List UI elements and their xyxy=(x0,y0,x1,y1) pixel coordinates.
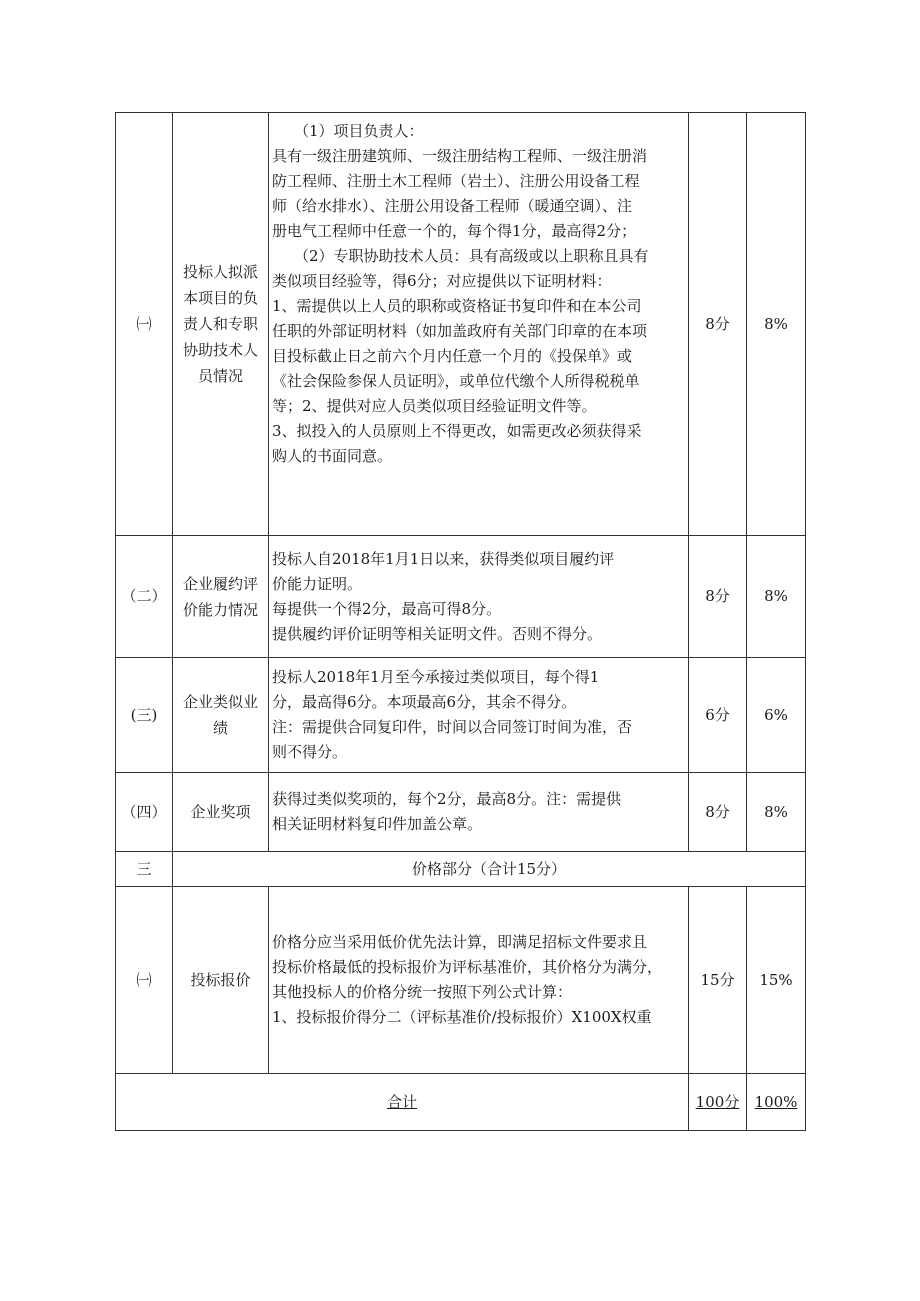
row-score: 8分 xyxy=(689,536,747,658)
row-weight: 8% xyxy=(747,773,806,852)
row-name: 企业类似业绩 xyxy=(182,693,258,737)
row-weight: 8% xyxy=(747,113,806,536)
scoring-table xyxy=(115,112,806,1131)
row-name: 投标人拟派本项目的负责人和专职协助技术人员情况 xyxy=(182,263,258,385)
row-weight: 15% xyxy=(747,887,806,1074)
table-row xyxy=(116,773,806,852)
row-description: 获得过类似奖项的，每个2分，最高8分。注：需提供 相关证明材料复印件加盖公章。 xyxy=(269,773,689,852)
row-score: 8分 xyxy=(689,113,747,536)
row-weight: 6% xyxy=(747,658,806,773)
row-index: （四） xyxy=(116,773,173,852)
section-title: 价格部分（合计15分） xyxy=(173,852,806,887)
row-description: 价格分应当采用低价优先法计算，即满足招标文件要求且 投标价格最低的投标报价为评标基准价，其价格分为满分， 其他投标人的价格分统一按照下列公式计算： 1、投标报价得分二（评标基准价/投标报价）X100X权重 xyxy=(269,887,689,1074)
row-index: ㈠ xyxy=(116,113,173,536)
total-score: 100分 xyxy=(695,1092,740,1111)
row-description: 投标人2018年1月至今承接过类似项目，每个得1 分，最高得6分。本项最高6分，其余不得分。 注：需提供合同复印件，时间以合同签订时间为准，否 则不得分。 xyxy=(269,658,689,773)
row-name: 投标报价 xyxy=(190,971,251,989)
row-weight: 8% xyxy=(747,536,806,658)
table-row xyxy=(116,887,806,1074)
total-row xyxy=(116,1074,806,1131)
section-index: 三 xyxy=(116,852,173,887)
row-name: 企业奖项 xyxy=(190,803,251,821)
row-index: （二） xyxy=(116,536,173,658)
row-description: （1）项目负责人： 具有一级注册建筑师、一级注册结构工程师、一级注册消 防工程师、注册土木工程师（岩土）、注册公用设备工程 师（给水排水）、注册公用设备工程师（暖通空调）、注 册电气工程师中任意一个的，每个得1分，最高得2分； （2）专职协助技术人员：具有高级或以上职称且具有 类似项目经验等，得6分；对应提供以下证明材料： 1、需提供以上人员的职称或资格证书复印件和在本公司 任职的外部证明材料（如加盖政府有关部门印章的在本项 目投标截止日之前六个月内任意一个月的《投保单》或 《社会保险参保人员证明》，或单位代缴个人所得税税单 等；2、提供对应人员类似项目经验证明文件等。 3、拟投入的人员原则上不得更改，如需更改必须获得采 购人的书面同意。 xyxy=(269,113,689,536)
row-index: ㈠ xyxy=(116,887,173,1074)
row-index: (三) xyxy=(116,658,173,773)
table-row xyxy=(116,536,806,658)
table-row xyxy=(116,658,806,773)
scoring-table-sheet xyxy=(115,112,805,1131)
row-description: 投标人自2018年1月1日以来，获得类似项目履约评 价能力证明。 每提供一个得2分，最高可得8分。 提供履约评价证明等相关证明文件。否则不得分。 xyxy=(269,536,689,658)
total-label: 合计 xyxy=(386,1092,417,1111)
total-weight: 100% xyxy=(754,1092,798,1111)
row-score: 6分 xyxy=(689,658,747,773)
row-score: 15分 xyxy=(689,887,747,1074)
section-row xyxy=(116,852,806,887)
row-score: 8分 xyxy=(689,773,747,852)
table-row xyxy=(116,113,806,536)
row-name: 企业履约评价能力情况 xyxy=(182,574,258,619)
